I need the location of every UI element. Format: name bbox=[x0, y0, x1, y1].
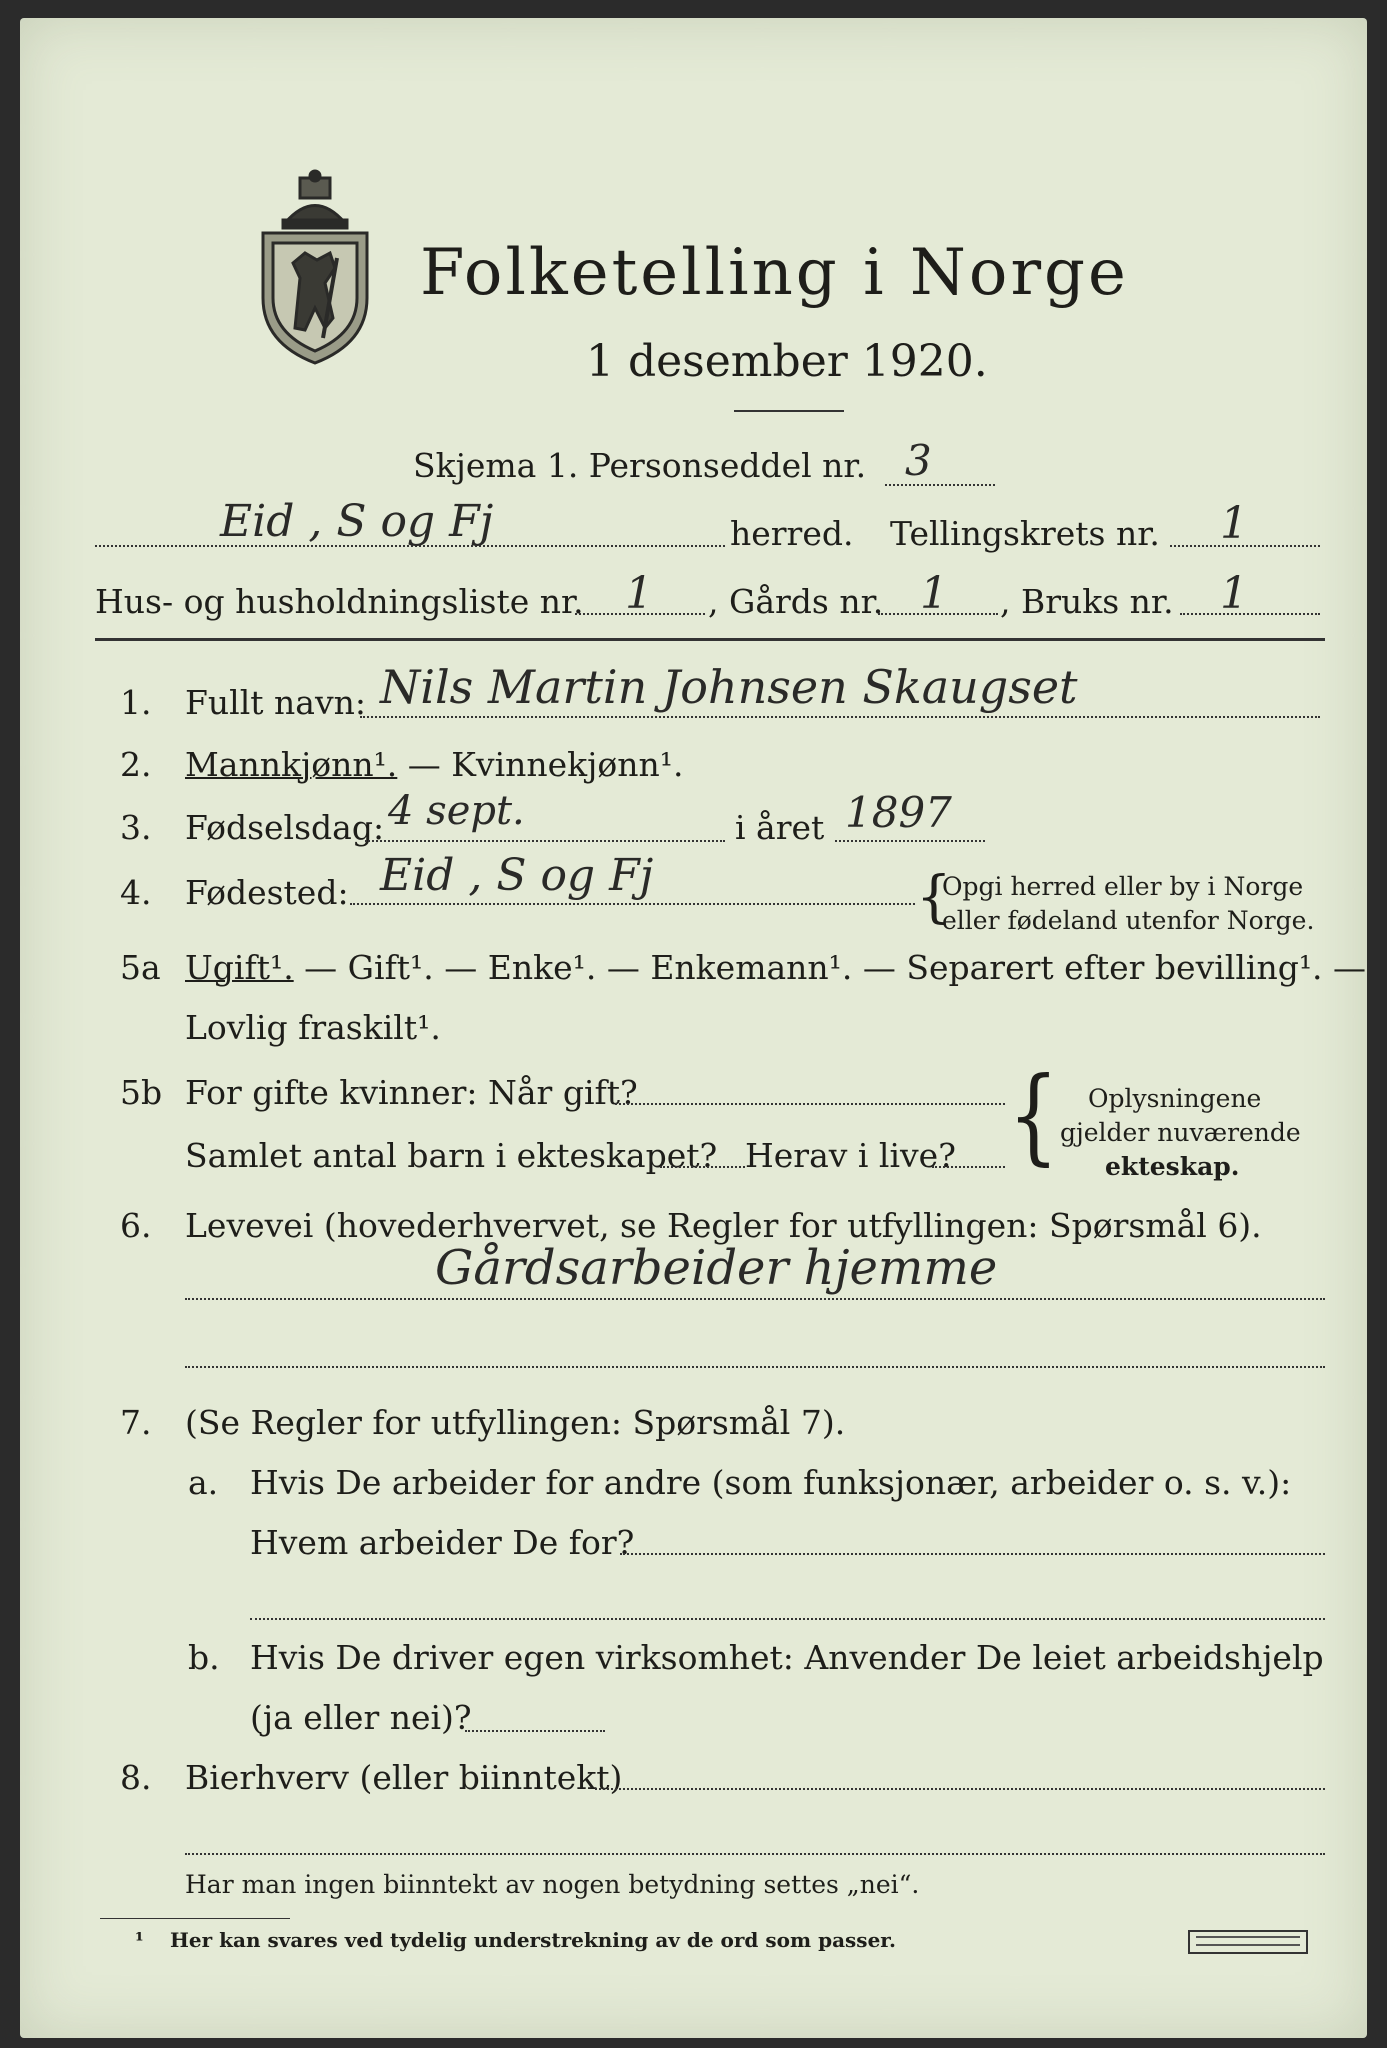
birthplace-value: Eid , S og Fj bbox=[380, 850, 654, 901]
q2-number: 2. bbox=[120, 745, 152, 784]
census-form bbox=[20, 18, 1367, 2038]
bruks-value: 1 bbox=[1220, 568, 1248, 619]
q5b-alive-line bbox=[932, 1166, 1005, 1168]
q4-number: 4. bbox=[120, 873, 152, 912]
bruks-line bbox=[1180, 613, 1320, 615]
q6-line1 bbox=[185, 1298, 1325, 1300]
form-title: Folketelling i Norge bbox=[420, 236, 1129, 310]
q7a-letter: a. bbox=[188, 1463, 219, 1502]
q8-number: 8. bbox=[120, 1758, 152, 1797]
marital-fraskilt: Lovlig fraskilt¹. bbox=[185, 1008, 441, 1047]
q4-brace: { bbox=[916, 865, 952, 930]
q6-line2 bbox=[185, 1366, 1325, 1368]
gender-separator: — bbox=[397, 745, 452, 784]
gards-value: 1 bbox=[920, 568, 948, 619]
q5b-line bbox=[615, 1103, 1005, 1105]
tellingskrets-value: 1 bbox=[1220, 498, 1248, 549]
q5b-children-line bbox=[660, 1166, 745, 1168]
tellingskrets-label: Tellingskrets nr. bbox=[890, 514, 1160, 553]
occupation-value: Gårdsarbeider hjemme bbox=[435, 1240, 998, 1296]
year-label: i året bbox=[735, 808, 825, 847]
header-divider bbox=[95, 638, 1325, 641]
husholdningsliste-value: 1 bbox=[625, 568, 653, 619]
husholdningsliste-label: Hus- og husholdningsliste nr. bbox=[95, 582, 584, 621]
footnote-rule bbox=[100, 1918, 290, 1919]
footnote-mark: ¹ bbox=[135, 1928, 144, 1952]
footnote-text: Her kan svares ved tydelig understrekning av de ord som passer. bbox=[170, 1928, 896, 1952]
gards-label: , Gårds nr. bbox=[708, 582, 884, 621]
q8-line1 bbox=[595, 1788, 1325, 1790]
marital-ugift: Ugift¹. bbox=[185, 948, 294, 987]
q3-label: Fødselsdag: bbox=[185, 808, 385, 847]
q4-label: Fødested: bbox=[185, 873, 349, 912]
q7-number: 7. bbox=[120, 1403, 152, 1442]
marital-rest: — Gift¹. — Enke¹. — Enkemann¹. — Separert efter bevilling¹. — bbox=[293, 948, 1367, 987]
q1-number: 1. bbox=[120, 683, 152, 722]
year-line bbox=[835, 840, 985, 842]
q5b-note-line3: ekteskap. bbox=[1105, 1152, 1240, 1181]
personseddel-number: 3 bbox=[905, 436, 932, 485]
q8-label: Bierhverv (eller biinntekt) bbox=[185, 1758, 623, 1797]
gender-options bbox=[185, 745, 684, 784]
q5b-note-line2: gjelder nuværende bbox=[1060, 1118, 1301, 1147]
q4-line bbox=[350, 903, 915, 905]
printer-stamp-icon bbox=[1188, 1930, 1308, 1954]
birth-year-value: 1897 bbox=[845, 788, 952, 837]
coat-of-arms-icon bbox=[255, 168, 375, 368]
q7a-label: Hvis De arbeider for andre (som funksjonær, arbeider o. s. v.): bbox=[250, 1463, 1292, 1502]
gender-male: Mannkjønn¹. bbox=[185, 745, 398, 784]
q4-note-line2: eller fødeland utenfor Norge. bbox=[942, 906, 1315, 935]
q7a-employer-label: Hvem arbeider De for? bbox=[250, 1523, 635, 1562]
q5b-number: 5b bbox=[120, 1073, 163, 1112]
birthday-value: 4 sept. bbox=[388, 788, 525, 834]
q5b-note-line1: Oplysningene bbox=[1088, 1084, 1262, 1113]
herred-value: Eid , S og Fj bbox=[220, 496, 494, 547]
marital-options bbox=[185, 948, 1366, 987]
q5b-children-label: Samlet antal barn i ekteskapet? bbox=[185, 1136, 718, 1175]
q6-number: 6. bbox=[120, 1206, 152, 1245]
q5b-alive-label: Herav i live? bbox=[745, 1136, 956, 1175]
q6-label: Levevei (hovederhvervet, se Regler for utfyllingen: Spørsmål 6). bbox=[185, 1206, 1262, 1245]
full-name-value: Nils Martin Johnsen Skaugset bbox=[380, 660, 1078, 714]
q8-line2 bbox=[185, 1853, 1325, 1855]
herred-label: herred. bbox=[730, 514, 854, 553]
q5a-number: 5a bbox=[120, 948, 161, 987]
bruks-label: , Bruks nr. bbox=[1000, 582, 1174, 621]
q7a-line1 bbox=[620, 1553, 1325, 1555]
gender-female: Kvinnekjønn¹. bbox=[451, 745, 684, 784]
q7-label: (Se Regler for utfyllingen: Spørsmål 7). bbox=[185, 1403, 846, 1442]
q1-label: Fullt navn: bbox=[185, 683, 366, 722]
q7b-line bbox=[465, 1730, 605, 1732]
census-date: 1 desember 1920. bbox=[586, 336, 988, 387]
q5b-brace: { bbox=[1008, 1054, 1059, 1176]
q7b-yesno-label: (ja eller nei)? bbox=[250, 1698, 472, 1737]
q7a-line2 bbox=[250, 1618, 1325, 1620]
q5b-label: For gifte kvinner: Når gift? bbox=[185, 1073, 638, 1112]
skjema-line bbox=[885, 484, 995, 486]
q7b-label: Hvis De driver egen virksomhet: Anvender De leiet arbeidshjelp bbox=[250, 1638, 1324, 1677]
title-rule bbox=[734, 410, 844, 412]
q7b-letter: b. bbox=[188, 1638, 220, 1677]
q4-note-line1: Opgi herred eller by i Norge bbox=[942, 872, 1304, 901]
q3-line bbox=[365, 840, 725, 842]
q3-number: 3. bbox=[120, 808, 152, 847]
skjema-label: Skjema 1. Personseddel nr. bbox=[413, 446, 867, 485]
biinntekt-note: Har man ingen biinntekt av nogen betydning settes „nei“. bbox=[185, 1870, 920, 1899]
q1-line bbox=[360, 716, 1320, 718]
